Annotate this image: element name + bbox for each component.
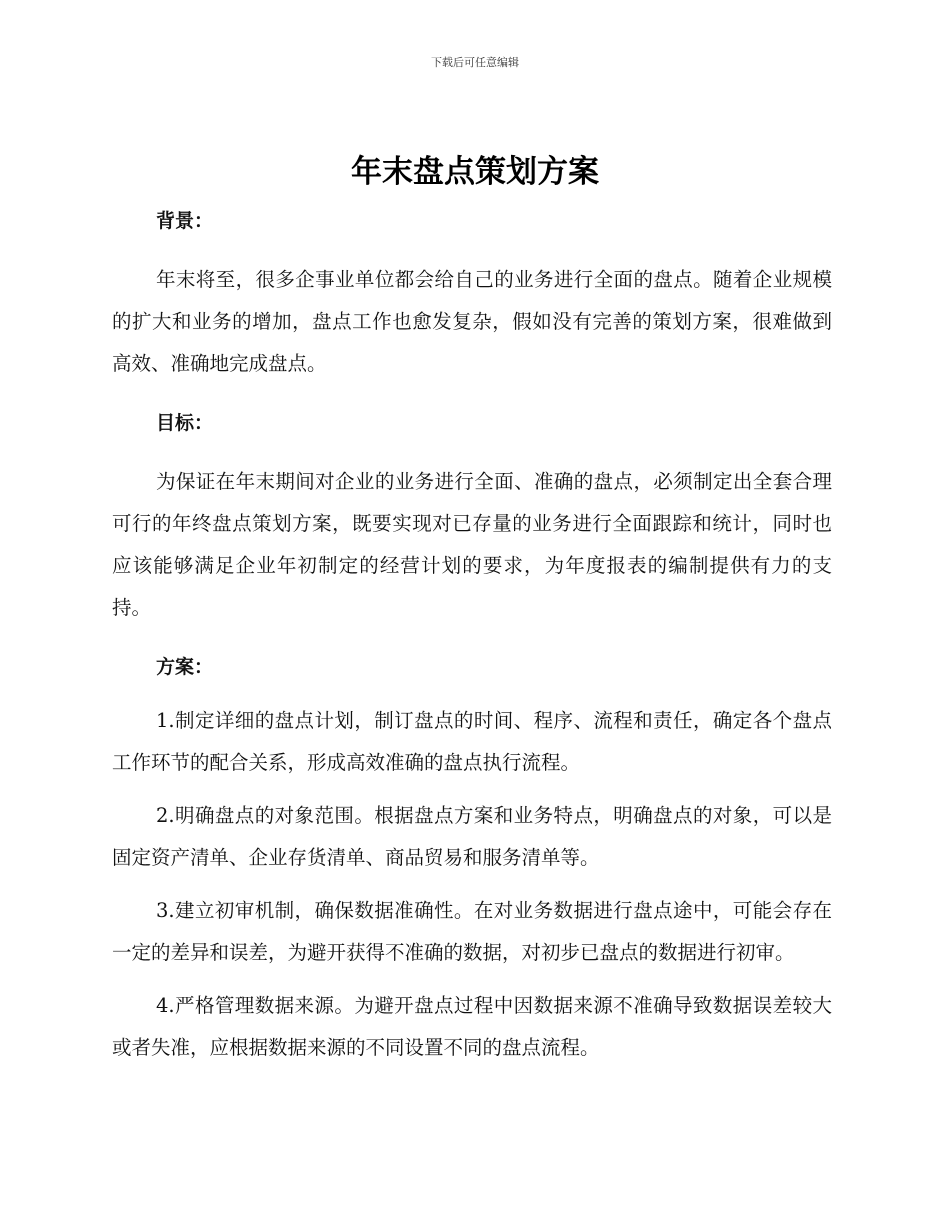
section-heading-background: 背景：	[156, 210, 214, 232]
paragraph-goal: 为保证在年末期间对企业的业务进行全面、准确的盘点，必须制定出全套合理可行的年终盘点策划方案，既要实现对已存量的业务进行全面跟踪和统计，同时也应该能够满足企业年初制定的经营计划的要求，为年度报表的编制提供有力的支持。	[112, 470, 832, 619]
plan-item-1: 1.制定详细的盘点计划，制订盘点的时间、程序、流程和责任，确定各个盘点工作环节的配合关系，形成高效准确的盘点执行流程。	[112, 709, 832, 774]
document-title: 年末盘点策划方案	[351, 154, 599, 190]
section-heading-plan: 方案：	[156, 656, 214, 678]
plan-item-4: 4.严格管理数据来源。为避开盘点过程中因数据来源不准确导致数据误差较大或者失准，应根据数据来源的不同设置不同的盘点流程。	[112, 994, 832, 1059]
header-note: 下载后可任意编辑	[431, 56, 519, 69]
paragraph-background: 年末将至，很多企事业单位都会给自己的业务进行全面的盘点。随着企业规模的扩大和业务的增加，盘点工作也愈发复杂，假如没有完善的策划方案，很难做到高效、准确地完成盘点。	[112, 268, 832, 375]
plan-item-3: 3.建立初审机制，确保数据准确性。在对业务数据进行盘点途中，可能会存在一定的差异和误差，为避开获得不准确的数据，对初步已盘点的数据进行初审。	[112, 899, 832, 964]
document-body	[112, 200, 832, 1069]
plan-item-2: 2.明确盘点的对象范围。根据盘点方案和业务特点，明确盘点的对象，可以是固定资产清单、企业存货清单、商品贸易和服务清单等。	[112, 804, 832, 869]
section-heading-goal: 目标：	[156, 412, 214, 434]
